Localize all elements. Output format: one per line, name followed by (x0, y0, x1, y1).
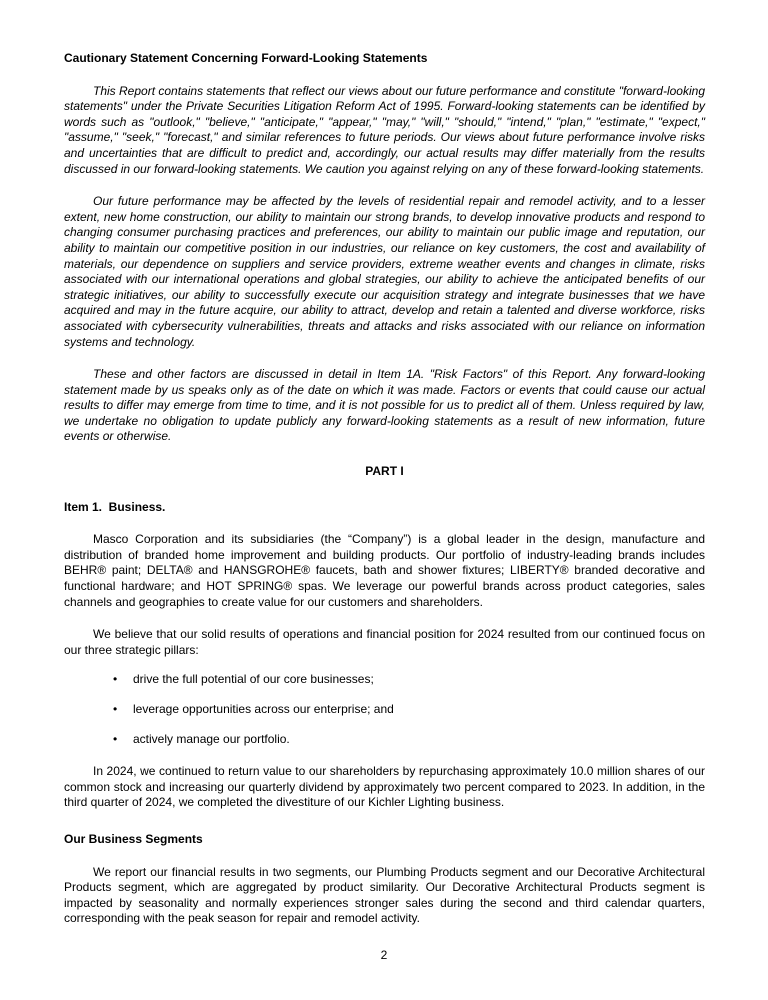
bullet-text: drive the full potential of our core businesses; (133, 672, 374, 687)
cautionary-paragraph-3: These and other factors are discussed in detail in Item 1A. "Risk Factors" of this Report. Any forward-looking statement made by us speaks only as of the date on which it was made. Factors or events that could cause our actual results to differ may emerge from time to time, and it is not possible for us to predict all of them. Unless required by law, we undertake no obligation to update publicly any forward-looking statements as a result of new information, future events or otherwise. (64, 367, 705, 444)
list-item (64, 702, 705, 718)
cautionary-paragraph-2: Our future performance may be affected by the levels of residential repair and remodel activity, and to a lesser extent, new home construction, our ability to maintain our strong brands, to develop innovative products and respond to changing consumer purchasing practices and preferences, our ability to maintain our public image and reputation, our ability to maintain our competitive position in our industries, our reliance on key customers, the cost and availability of materials, our dependence on suppliers and service providers, extreme weather events and changes in climate, risks associated with our international operations and global strategies, our ability to achieve the anticipated benefits of our strategic initiatives, our ability to successfully execute our acquisition strategy and integrate businesses that we have acquired and may in the future acquire, our ability to attract, develop and retain a talented and diverse workforce, risks associated with cybersecurity vulnerabilities, threats and attacks and risks associated with our reliance on information systems and technology. (64, 194, 705, 349)
bullet-text: actively manage our portfolio. (133, 731, 290, 746)
item1-business-heading: Item 1. Business. (64, 499, 166, 514)
bullet-icon: • (113, 731, 118, 746)
bullet-icon: • (113, 672, 118, 687)
item1-paragraph-2: We believe that our solid results of operations and financial position for 2024 resulted from our continued focus on our three strategic pillars: (64, 627, 705, 657)
cautionary-heading: Cautionary Statement Concerning Forward-Looking Statements (64, 51, 428, 65)
list-item (64, 732, 705, 748)
segments-paragraph: We report our financial results in two segments, our Plumbing Products segment and our Decorative Architectural Products segment, which are aggregated by product similarity. Our Decorative Architectural Products segment is impacted by seasonality and normally experiences stronger sales during the second and third calendar quarters, corresponding with the peak season for repair and remodel activity. (64, 864, 705, 926)
business-segments-heading: Our Business Segments (64, 831, 203, 846)
item1-paragraph-3: In 2024, we continued to return value to our shareholders by repurchasing approximately 10.0 million shares of our common stock and increasing our quarterly dividend by approximately two percent compared to 2023. In addition, in the third quarter of 2024, we completed the divestiture of our Kichler Lighting business. (64, 764, 705, 810)
cautionary-paragraph-1: This Report contains statements that reflect our views about our future performance and constitute "forward-looking statements" under the Private Securities Litigation Reform Act of 1995. Forward-looking statements can be identified by words such as "outlook," "believe," "anticipate," "appear," "may," "will," "should," "intend," "plan," "estimate," "expect," "assume," "seek," "forecast," and similar references to future periods. Our views about future performance involve risks and uncertainties that are difficult to predict and, accordingly, our actual results may differ materially from the results discussed in our forward-looking statements. We caution you against relying on any of these forward-looking statements. (64, 83, 705, 176)
part-one-title: PART I (365, 464, 404, 479)
bullet-text: leverage opportunities across our enterprise; and (133, 702, 394, 716)
item1-paragraph-1: Masco Corporation and its subsidiaries (the “Company”) is a global leader in the design, manufacture and distribution of branded home improvement and building products. Our portfolio of industry-leading brands includes BEHR® paint; DELTA® and HANSGROHE® faucets, bath and shower fixtures; LIBERTY® branded decorative and functional hardware; and HOT SPRING® spas. We leverage our powerful brands across product categories, sales channels and geographies to create value for our customers and shareholders. (64, 532, 705, 609)
strategic-pillars-list (64, 672, 705, 747)
list-item (64, 672, 705, 688)
page-number: 2 (380, 948, 388, 963)
bullet-icon: • (113, 702, 118, 716)
